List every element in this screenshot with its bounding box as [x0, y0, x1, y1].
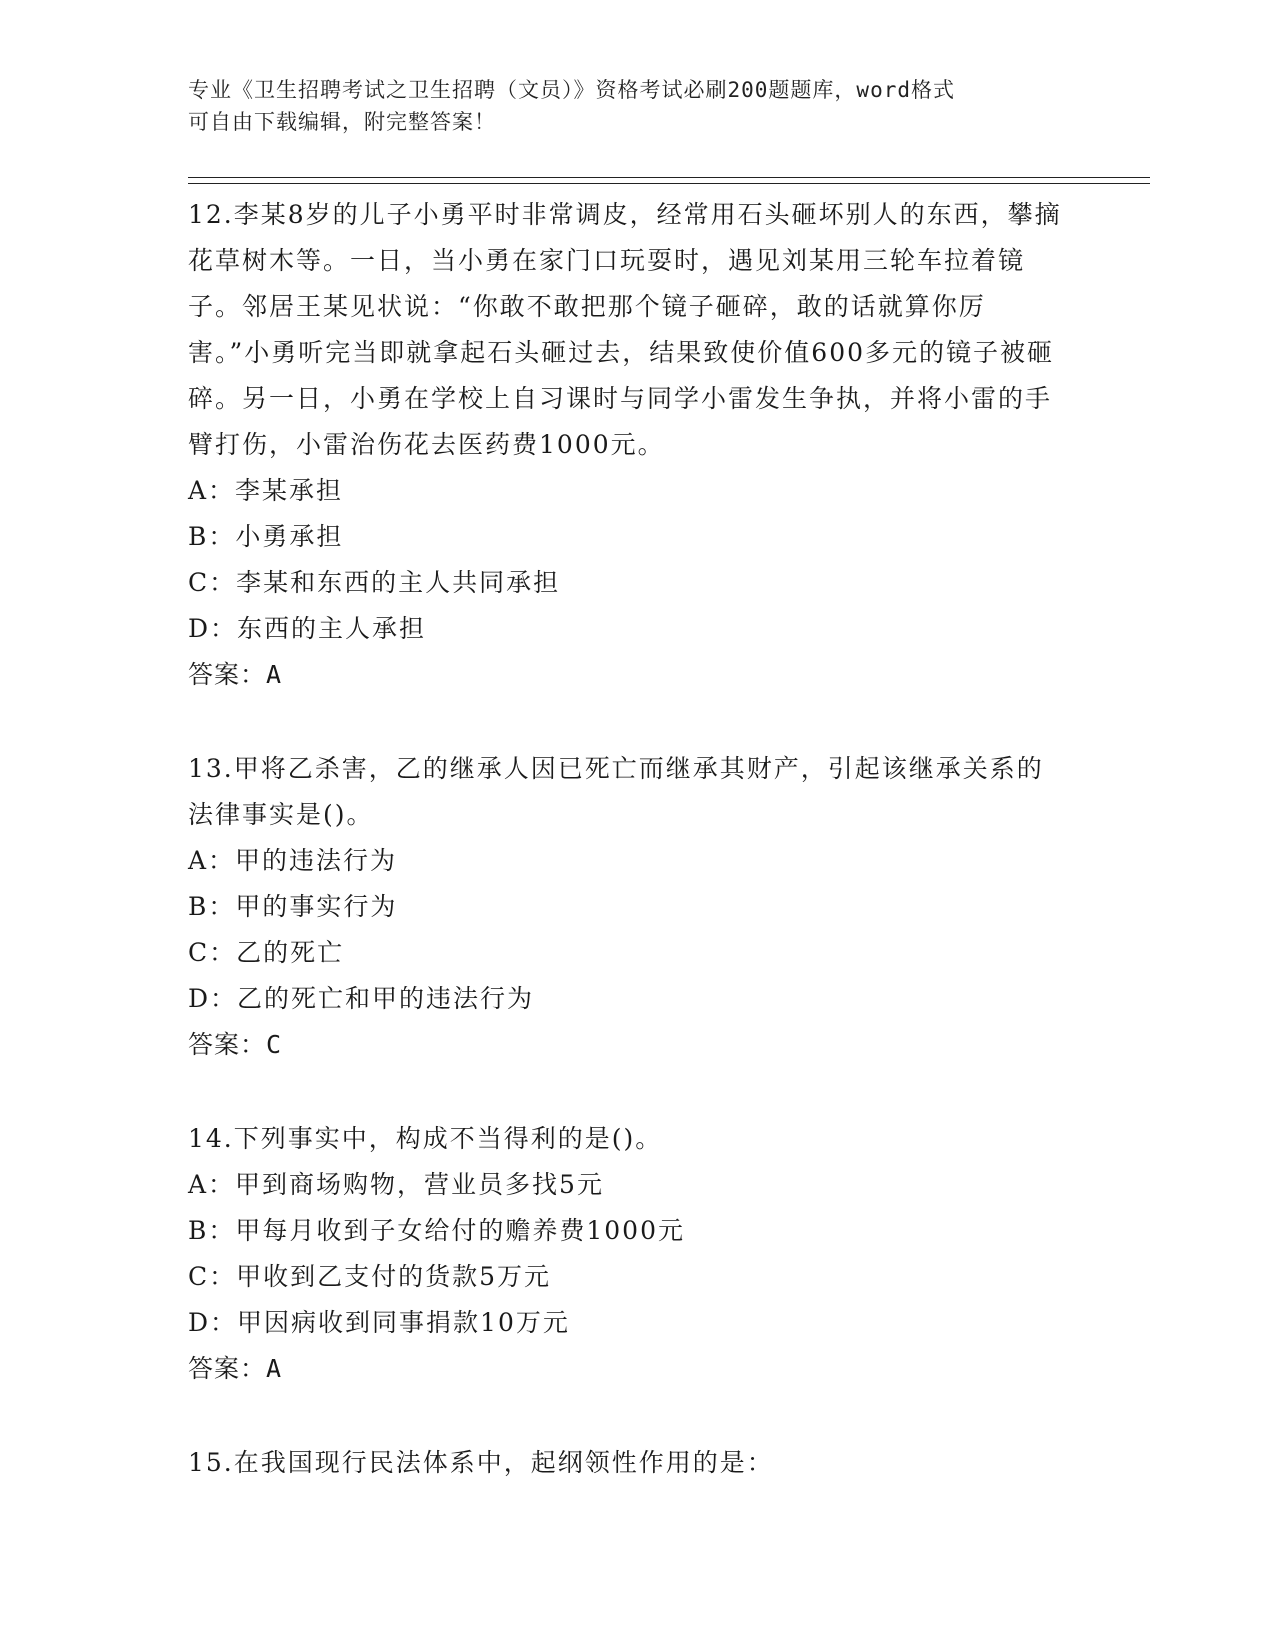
header-line-2: 可自由下载编辑，附完整答案！ [188, 110, 496, 134]
option-b: B：甲的事实行为 [188, 892, 398, 921]
option-c: C：甲收到乙支付的货款5万元 [188, 1262, 552, 1291]
header-divider-top [188, 177, 1150, 178]
question-14 [188, 1116, 1068, 1392]
option-d: D：东西的主人承担 [188, 614, 427, 643]
question-stem: 13.甲将乙杀害，乙的继承人因已死亡而继承其财产，引起该继承关系的法律事实是()。 [188, 754, 1044, 829]
option-a: A：甲的违法行为 [188, 846, 398, 875]
question-stem: 14.下列事实中，构成不当得利的是()。 [188, 1124, 663, 1153]
option-d: D：乙的死亡和甲的违法行为 [188, 984, 535, 1013]
header-line-1: 专业《卫生招聘考试之卫生招聘（文员）》资格考试必刷200题题库，word格式 [188, 78, 955, 102]
option-a: A：李某承担 [188, 476, 344, 505]
question-list [188, 192, 1068, 1534]
option-b: B：甲每月收到子女给付的赡养费1000元 [188, 1216, 685, 1245]
header-divider-bottom [188, 183, 1150, 184]
question-13 [188, 746, 1068, 1068]
question-12 [188, 192, 1068, 698]
option-d: D：甲因病收到同事捐款10万元 [188, 1308, 570, 1337]
question-15 [188, 1440, 1068, 1486]
option-c: C：乙的死亡 [188, 938, 345, 967]
question-stem: 15.在我国现行民法体系中，起纲领性作用的是： [188, 1448, 774, 1477]
answer-line: 答案：A [188, 1354, 283, 1383]
option-b: B：小勇承担 [188, 522, 344, 551]
question-stem: 12.李某8岁的儿子小勇平时非常调皮，经常用石头砸坏别人的东西，攀摘花草树木等。一日，当小勇在家门口玩耍时，遇见刘某用三轮车拉着镜子。邻居王某见状说：“你敢不敢把那个镜子砸碎，敢的话就算你厉害。”小勇听完当即就拿起石头砸过去，结果致使价值600多元的镜子被砸碎。另一日，小勇在学校上自习课时与同学小雷发生争执，并将小雷的手臂打伤，小雷治伤花去医药费1000元。 [188, 200, 1062, 459]
answer-line: 答案：A [188, 660, 283, 689]
option-c: C：李某和东西的主人共同承担 [188, 568, 561, 597]
option-a: A：甲到商场购物，营业员多找5元 [188, 1170, 604, 1199]
document-header [188, 74, 1068, 138]
answer-line: 答案：C [188, 1030, 283, 1059]
